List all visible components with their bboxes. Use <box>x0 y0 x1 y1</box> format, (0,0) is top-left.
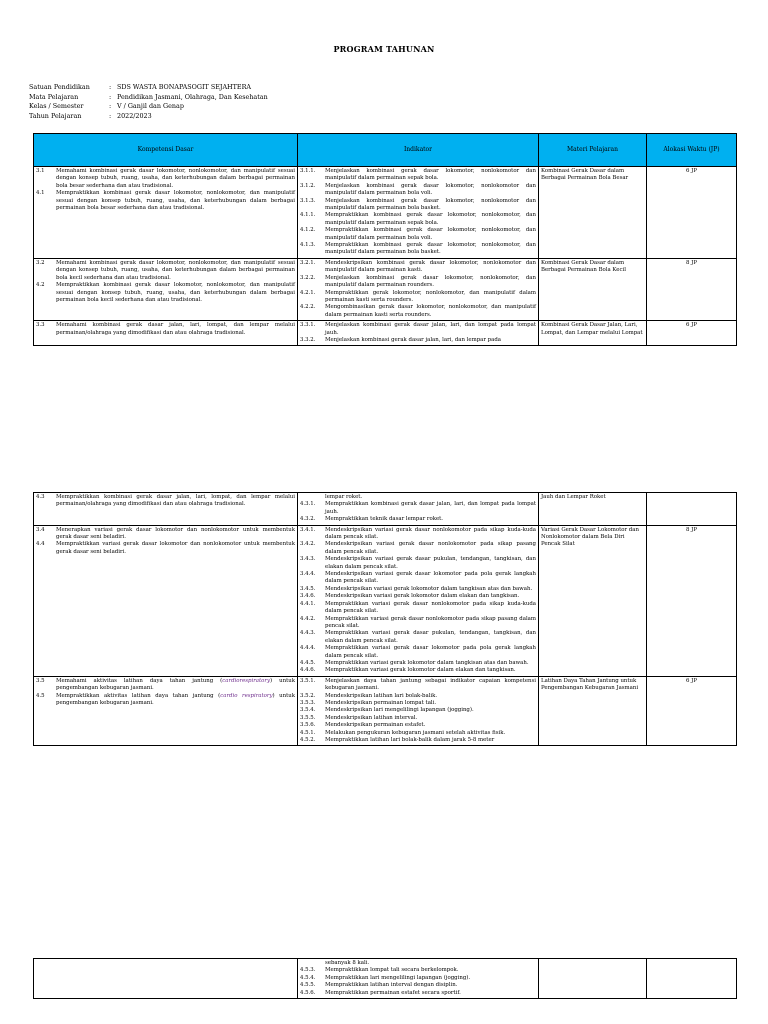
indikator-text: Mengombinasikan gerak dasar lokomotor, nonlokomotor, dan manipulatif dalam permainan kasti serta rounders. <box>325 304 536 318</box>
meta-value: V / Ganjil dan Genap <box>117 102 184 110</box>
indikator-text: Mempraktikkan variasi gerak dasar nonlokomotor pada sikap pasang dalam pencak silat. <box>325 615 536 629</box>
indikator-item <box>300 593 536 600</box>
indikator-text: Mempraktikkan kombinasi gerak dasar lokomotor, nonlokomotor, dan manipulatif dalam permainan bola basket. <box>325 242 536 256</box>
meta-colon: : <box>109 111 112 120</box>
indikator-item <box>300 737 536 744</box>
kompetensi-dasar-cell <box>34 959 298 999</box>
indikator-number: 3.1.1. <box>300 168 316 174</box>
indikator-number: 3.5.2. <box>300 692 316 699</box>
indikator-text: Menjelaskan kombinasi gerak dasar lokomotor, nonlokomotor dan manipulatif dalam permainan bola voli. <box>325 182 536 197</box>
indikator-number: 4.5.1. <box>300 729 316 736</box>
indikator-number: 3.4.5. <box>300 585 316 592</box>
indikator-item <box>300 678 536 693</box>
kd-item <box>36 282 295 304</box>
kd-item <box>36 168 295 190</box>
indikator-number <box>300 494 325 501</box>
kd-latin-term: cardio respiratory <box>220 692 273 699</box>
indikator-number: 3.1.2. <box>300 182 316 189</box>
indikator-number: 3.5.5. <box>300 714 316 721</box>
indikator-text: Mendeskripsikan lari mengelilingi lapangan (jogging). <box>325 707 474 714</box>
kompetensi-dasar-cell <box>34 493 298 526</box>
indikator-text: Mempraktikkan variasi gerak dasar nonlokomotor pada sikap kuda-kuda dalam pencak silat. <box>325 600 536 615</box>
indikator-item <box>300 527 536 542</box>
indikator-number: 4.4.2. <box>300 615 316 622</box>
kd-number: 3.3 <box>36 322 45 329</box>
indikator-number: 3.2.1. <box>300 259 316 266</box>
indikator-text: Mendeskripsikan variasi gerak dasar nonlokomotor pada sikap kuda-kuda dalam pencak silat. <box>325 526 536 541</box>
table-row <box>34 167 737 259</box>
indikator-text: Mempraktikkan variasi gerak lokomotor dalam elakan dan tangkisan. <box>325 667 516 674</box>
indikator-text: Mempraktikkan teknik dasar lempar roket. <box>325 516 444 523</box>
indikator-number: 4.1.1. <box>300 212 316 219</box>
kd-text: Mempraktikkan kombinasi gerak dasar lokomotor, nonlokomotor, dan manipulatif sesuai dengan konsep tubuh, ruang, usaha, dan keterhubungan dalam berbagai permainan bola besar sederhana dan atau tradisional. <box>56 190 295 212</box>
materi-pelajaran-cell <box>539 321 647 346</box>
alokasi-waktu-value: 6 JP <box>686 677 697 684</box>
indikator-item <box>300 645 536 660</box>
materi-text: Latihan Daya Tahan Jantung untuk Pengembangan Kebugaran Jasmani <box>541 677 639 692</box>
materi-pelajaran-cell <box>539 167 647 259</box>
kd-number: 4.1 <box>36 190 45 197</box>
meta-label: Satuan Pendidikan <box>29 83 90 91</box>
indikator-text: Mendeskripsikan variasi gerak dasar nonlokomotor pada sikap pasang dalam pencak silat. <box>325 541 536 555</box>
indikator-text: Menjelaskan kombinasi gerak dasar lokomotor, nonlokomotor dan manipulatif dalam permainan sepak bola. <box>325 168 536 182</box>
meta-row <box>29 83 268 93</box>
table-header-row <box>34 134 737 167</box>
indikator-item <box>300 541 536 556</box>
alokasi-waktu-cell <box>647 959 737 999</box>
materi-text: Jauh dan Lempar Roket <box>541 494 606 500</box>
meta-label: Kelas / Semester <box>29 102 84 110</box>
indikator-text: Menjelaskan daya tahan jantung sebagai indikator capaian kompetensi kebugaran jasmani. <box>325 677 536 692</box>
kd-number: 3.2 <box>36 259 45 266</box>
indikator-number: 4.4.5. <box>300 659 316 666</box>
indikator-item <box>300 967 536 974</box>
indikator-number: 3.5.6. <box>300 722 316 729</box>
indikator-item <box>300 667 536 674</box>
kd-item <box>36 527 295 542</box>
indikator-text: Mendeskripsikan variasi gerak dasar pukulan, tendangan, tangkisan, dan elakan dalam pencak silat. <box>325 556 536 570</box>
meta-colon: : <box>109 102 112 110</box>
kd-item <box>36 190 295 212</box>
materi-text: Variasi Gerak Dasar Lokomotor dan Nonlokomotor dalam Bela Diri Pencak Silat <box>541 526 639 548</box>
meta-colon: : <box>109 83 112 91</box>
materi-pelajaran-cell <box>539 525 647 676</box>
indikator-item <box>300 322 536 337</box>
meta-row <box>29 93 268 103</box>
program-table <box>33 133 737 346</box>
materi-pelajaran-cell <box>539 493 647 526</box>
materi-text: Kombinasi Gerak Dasar dalam Berbagai Permainan Bola Kecil <box>541 259 626 274</box>
indikator-number: 3.5.1. <box>300 677 316 684</box>
indikator-item <box>300 630 536 645</box>
indikator-text: Mempraktikkan latihan lari bolak-balik dalam jarak 5-8 meter <box>325 737 495 743</box>
kd-text: Memahami kombinasi gerak dasar jalan, lari, lompat, dan lempar melalui permainan/olahraga yang dimodifikasi dan atau olahraga tradisional. <box>56 322 295 336</box>
indikator-text: Mempraktikkan lompat tali secara berkelompok. <box>325 967 459 974</box>
alokasi-waktu-cell <box>647 321 737 346</box>
alokasi-waktu-value: 8 JP <box>686 526 697 533</box>
indikator-text: Mendeskripsikan variasi gerak lokomotor dalam tangkisan atas dan bawah. <box>325 585 533 592</box>
kd-text: Menerapkan variasi gerak dasar lokomotor dan nonlokomotor untuk membentuk gerak dasar seni beladiri. <box>56 526 295 541</box>
indikator-item <box>300 601 536 616</box>
meta-colon: : <box>109 92 112 101</box>
meta-label: Mata Pelajaran <box>29 92 79 101</box>
indikator-text: Mempraktikkan kombinasi gerak dasar jalan, lari, dan lompat pada lompat jauh. <box>325 501 536 515</box>
page-2 <box>0 440 768 940</box>
indikator-item <box>300 707 536 714</box>
kd-number: 3.1 <box>36 168 45 174</box>
indikator-cell <box>298 525 539 676</box>
indikator-item <box>300 571 536 586</box>
kd-item <box>36 693 295 708</box>
indikator-item <box>300 227 536 242</box>
indikator-item <box>300 212 536 227</box>
indikator-text: Mempraktikkan kombinasi gerak dasar lokomotor, nonlokomotor, dan manipulatif dalam permainan sepak bola. <box>325 212 536 226</box>
kd-number: 4.3 <box>36 494 45 500</box>
indikator-number: 4.4.4. <box>300 645 316 652</box>
indikator-text: Mempraktikkan variasi gerak dasar lokomotor pada pola gerak langkah dalam pencak silat. <box>325 645 536 659</box>
header-indikator: Indikator <box>298 134 539 167</box>
header-materi-pelajaran: Materi Pelajaran <box>539 134 647 167</box>
indikator-item <box>300 660 536 667</box>
indikator-item <box>300 168 536 183</box>
indikator-number: 4.5.2. <box>300 737 316 743</box>
indikator-item <box>300 975 536 982</box>
indikator-number: 3.4.3. <box>300 556 316 563</box>
table-row <box>34 525 737 676</box>
indikator-text: Mendeskripsikan permainan estafet. <box>325 722 426 729</box>
materi-pelajaran-cell <box>539 676 647 746</box>
kd-text <box>56 693 295 708</box>
indikator-cell <box>298 258 539 320</box>
kd-number: 4.2 <box>36 282 45 289</box>
materi-pelajaran-cell <box>539 258 647 320</box>
kompetensi-dasar-cell <box>34 167 298 259</box>
table-row <box>34 493 737 526</box>
kd-text: Mempraktikkan kombinasi gerak dasar jalan, lari, lompat, dan lempar melalui permainan/olahraga yang dimodifikasi dan atau olahraga tradisional. <box>56 494 295 508</box>
kd-item <box>36 260 295 282</box>
indikator-number: 4.4.3. <box>300 630 316 637</box>
kd-latin-term: cardiorespiratory <box>222 677 271 684</box>
kompetensi-dasar-cell <box>34 258 298 320</box>
indikator-text: Mendeskripsikan permainan lompat tali. <box>325 699 437 706</box>
indikator-text: Mempraktikkan kombinasi gerak dasar lokomotor, nonlokomotor, dan manipulatif dalam permainan bola voli. <box>325 227 536 241</box>
indikator-item <box>300 242 536 257</box>
indikator-text: Mempraktikkan variasi gerak lokomotor dalam tangkisan atas dan bawah. <box>325 659 529 666</box>
kompetensi-dasar-cell <box>34 676 298 746</box>
table-row <box>34 959 737 999</box>
indikator-item <box>300 960 536 967</box>
indikator-cell <box>298 167 539 259</box>
indikator-text: Mendeskripsikan kombinasi gerak dasar lokomotor, nonlokomotor dan manipulatif dalam permainan kasti. <box>325 259 536 274</box>
indikator-text: Mempraktikkan variasi gerak dasar pukulan, tendangan, tangkisan, dan elakan dalam pencak silat. <box>325 630 536 644</box>
kd-text: Mempraktikkan variasi gerak dasar lokomotor dan nonlokomotor untuk membentuk gerak dasar seni beladiri. <box>56 541 295 555</box>
indikator-cell <box>298 493 539 526</box>
kd-number: 3.4 <box>36 526 45 533</box>
kd-item <box>36 541 295 556</box>
meta-row <box>29 102 268 112</box>
alokasi-waktu-cell <box>647 167 737 259</box>
kompetensi-dasar-cell <box>34 525 298 676</box>
indikator-item <box>300 337 536 344</box>
kd-number: 4.4 <box>36 541 45 548</box>
page-1 <box>0 0 768 440</box>
materi-text: Kombinasi Gerak Dasar dalam Berbagai Permainan Bola Besar <box>541 168 629 182</box>
indikator-text: Mendeskripsikan variasi gerak lokomotor dalam elakan dan tangkisan. <box>325 593 520 600</box>
indikator-item <box>300 586 536 593</box>
indikator-item <box>300 990 536 997</box>
indikator-number: 4.3.1. <box>300 501 316 508</box>
indikator-number: 3.4.6. <box>300 593 316 600</box>
indikator-number: 4.5.6. <box>300 989 316 996</box>
kd-text-part: Memahami aktivitas latihan daya tahan jantung ( <box>56 677 223 684</box>
indikator-number: 3.3.2. <box>300 336 316 343</box>
kd-text-part: Mempraktikkan aktivitas latihan daya tahan jantung ( <box>56 692 221 699</box>
indikator-text: Melakukan pengukuran kebugaran jasmani setelah aktivitas fisik. <box>325 729 506 736</box>
page-3 <box>0 940 768 1024</box>
alokasi-waktu-cell <box>647 525 737 676</box>
indikator-cell <box>298 676 539 746</box>
indikator-item <box>300 693 536 700</box>
kd-item <box>36 678 295 693</box>
indikator-number: 4.5.3. <box>300 967 316 974</box>
indikator-text: Menjelaskan kombinasi gerak dasar lokomotor, nonlokomotor, dan manipulatif dalam permainan rounders. <box>325 274 536 289</box>
indikator-item <box>300 501 536 516</box>
indikator-text: Mendeskripsikan latihan interval. <box>325 714 418 721</box>
indikator-item <box>300 260 536 275</box>
identity-block <box>29 83 268 121</box>
indikator-item <box>300 715 536 722</box>
indikator-text: Mendeskripsikan variasi gerak dasar lokomotor pada pola gerak langkah dalam pencak silat. <box>325 571 536 585</box>
indikator-item <box>300 494 536 501</box>
indikator-number: 3.4.4. <box>300 571 316 578</box>
indikator-text: Mempraktikkan lari mengelilingi lapangan (jogging). <box>325 974 471 981</box>
indikator-number: 4.4.6. <box>300 667 316 674</box>
kompetensi-dasar-cell <box>34 321 298 346</box>
indikator-number: 4.2.1. <box>300 289 316 296</box>
indikator-text: Menjelaskan kombinasi gerak dasar jalan, lari, dan lempar pada <box>325 336 501 343</box>
header-kompetensi-dasar: Kompetensi Dasar <box>34 134 298 167</box>
program-table-continued <box>33 492 737 746</box>
meta-value: Pendidikan Jasmani, Olahraga, Dan Kesehatan <box>117 92 268 101</box>
indikator-number: 4.3.2. <box>300 516 316 523</box>
indikator-item <box>300 290 536 305</box>
indikator-text: Menjelaskan kombinasi gerak dasar jalan, lari, dan lompat pada lompat jauh. <box>325 322 536 336</box>
document-title: PROGRAM TAHUNAN <box>333 44 435 54</box>
alokasi-waktu-value: 8 JP <box>686 259 697 266</box>
indikator-item <box>300 556 536 571</box>
indikator-number: 3.4.1. <box>300 526 316 533</box>
alokasi-waktu-cell <box>647 493 737 526</box>
meta-row <box>29 112 268 122</box>
kd-text-part: ) untuk pengembangan kebugaran jasmani. <box>56 677 295 692</box>
indikator-number: 3.2.2. <box>300 274 316 281</box>
meta-value: SDS WASTA BONAPASOGIT SEJAHTERA <box>117 83 251 91</box>
kd-text-part: ) untuk pengembangan kebugaran jasmani. <box>56 692 295 706</box>
meta-value: 2022/2023 <box>117 111 152 120</box>
header-alokasi-waktu: Alokasi Waktu (JP) <box>647 134 737 167</box>
indikator-number: 3.3.1. <box>300 322 316 329</box>
alokasi-waktu-value: 6 JP <box>686 322 697 329</box>
indikator-cell <box>298 321 539 346</box>
kd-number: 3.5 <box>36 677 45 684</box>
indikator-text: Mempraktikkan gerak lokomotor, nonlokomotor, dan manipulatif dalam permainan kasti serta rounders. <box>325 289 536 303</box>
kd-text: Memahami kombinasi gerak dasar lokomotor, nonlokomotor, dan manipulatif sesuai dengan konsep tubuh, ruang, usaha, dan keterhubungan dalam berbagai permainan bola besar sederhana dan atau tradisional. <box>56 168 295 189</box>
indikator-number: 3.5.4. <box>300 707 316 714</box>
meta-label: Tahun Pelajaran <box>29 111 82 120</box>
table-row <box>34 258 737 320</box>
indikator-number: 4.2.2. <box>300 304 316 311</box>
kd-item <box>36 494 295 509</box>
indikator-item <box>300 616 536 631</box>
indikator-item <box>300 982 536 989</box>
indikator-text: Mendeskripsikan latihan lari bolak-balik. <box>325 692 438 699</box>
materi-pelajaran-cell <box>539 959 647 999</box>
table-row <box>34 676 737 746</box>
indikator-number: 4.5.4. <box>300 974 316 981</box>
indikator-item <box>300 730 536 737</box>
indikator-text: Menjelaskan kombinasi gerak dasar lokomotor, nonlokomotor dan manipulatif dalam permainan bola basket. <box>325 197 536 212</box>
indikator-text: Mempraktikkan permainan estafet secara sportif. <box>325 989 461 996</box>
materi-text: Kombinasi Gerak Dasar Jalan, Lari, Lompat, dan Lempar melalui Lompat <box>541 322 643 336</box>
kd-text: Memahami kombinasi gerak dasar lokomotor, nonlokomotor, dan manipulatif sesuai dengan konsep tubuh, ruang, usaha, dan keterhubungan dalam berbagai permainan bola kecil sederhana dan atau tradisional. <box>56 259 295 281</box>
indikator-number <box>300 960 325 967</box>
indikator-number: 3.1.3. <box>300 197 316 204</box>
indikator-item <box>300 183 536 198</box>
kd-text: Mempraktikkan kombinasi gerak dasar lokomotor, nonlokomotor, dan manipulatif sesuai dengan konsep tubuh, ruang, usaha, dan keterhubungan dalam berbagai permainan bola kecil sederhana dan atau tradisional. <box>56 282 295 303</box>
indikator-number: 3.5.3. <box>300 699 316 706</box>
kd-number: 4.5 <box>36 692 45 699</box>
alokasi-waktu-cell <box>647 676 737 746</box>
indikator-item <box>300 198 536 213</box>
indikator-item <box>300 722 536 729</box>
indikator-number: 4.5.5. <box>300 982 316 989</box>
table-row <box>34 321 737 346</box>
indikator-item <box>300 516 536 523</box>
indikator-number: 4.4.1. <box>300 600 316 607</box>
kd-item <box>36 322 295 337</box>
indikator-text: lempar roket. <box>325 494 363 500</box>
indikator-item <box>300 304 536 319</box>
program-table-continued <box>33 958 737 999</box>
indikator-item <box>300 275 536 290</box>
indikator-text: Mempraktikkan latihan interval dengan disiplin. <box>325 982 458 989</box>
indikator-number: 3.4.2. <box>300 541 316 548</box>
indikator-cell <box>298 959 539 999</box>
alokasi-waktu-value: 6 JP <box>686 168 697 174</box>
alokasi-waktu-cell <box>647 258 737 320</box>
indikator-number: 4.1.2. <box>300 227 316 234</box>
indikator-text: sebanyak 8 kali. <box>325 960 370 966</box>
indikator-number: 4.1.3. <box>300 242 316 249</box>
kd-text <box>56 678 295 693</box>
